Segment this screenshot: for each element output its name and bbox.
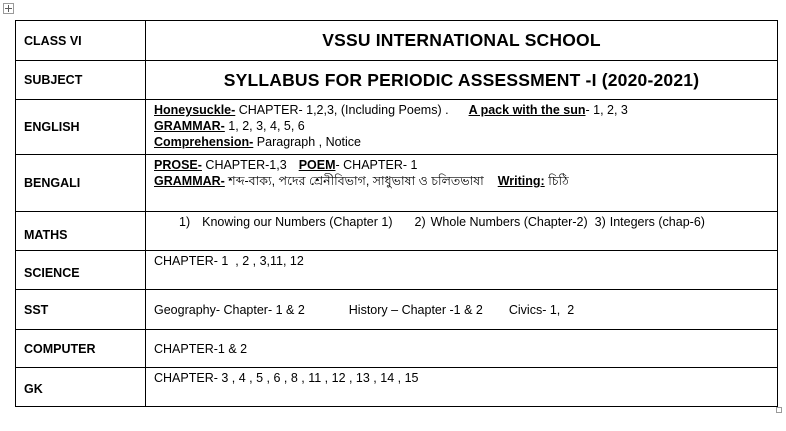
writing-label: Writing:	[497, 174, 545, 188]
table-row	[16, 61, 778, 100]
comprehension-label: Comprehension-	[154, 135, 254, 149]
subject-label: MATHS	[24, 228, 68, 242]
bengali-line-1	[154, 157, 777, 173]
bengali-grammar-text: শব্দ-বাক্য, পদের শ্রেনীবিভাগ, সাধুভাষা ও চলিতভাষা	[224, 174, 484, 188]
sst-syllabus	[146, 290, 778, 330]
school-name: VSSU INTERNATIONAL SCHOOL	[322, 30, 601, 50]
table-row	[16, 155, 778, 212]
prose-text: CHAPTER-1,3	[201, 158, 287, 172]
sst-civics: Civics- 1, 2	[508, 302, 575, 317]
subject-science	[16, 251, 146, 290]
subject-gk	[16, 368, 146, 407]
maths-item-1-number: 1)	[179, 215, 191, 229]
table-row	[16, 368, 778, 407]
honeysuckle-label: Honeysuckle-	[154, 103, 236, 117]
gk-text: CHAPTER- 3 , 4 , 5 , 6 , 8 , 11 , 12 , 13 , 14 , 15	[154, 371, 419, 385]
syllabus-title-cell	[146, 61, 778, 100]
sst-geography: Geography- Chapter- 1 & 2	[154, 302, 305, 317]
table-row	[16, 100, 778, 155]
maths-item-2: Whole Numbers (Chapter-2)	[430, 215, 588, 229]
english-line-2	[154, 118, 777, 134]
maths-item-2-number: 2)	[414, 215, 426, 229]
pack-text: - 1, 2, 3	[585, 103, 628, 117]
english-grammar-text: 1, 2, 3, 4, 5, 6	[224, 119, 305, 133]
table-move-handle-icon[interactable]	[3, 3, 14, 14]
table-row	[16, 251, 778, 290]
bengali-syllabus	[146, 155, 778, 212]
prose-label: PROSE-	[154, 158, 202, 172]
maths-item-3: Integers (chap-6)	[609, 215, 705, 229]
pack-label: A pack with the sun	[468, 103, 586, 117]
science-text: CHAPTER- 1 , 2 , 3,11, 12	[154, 254, 304, 268]
writing-text: চিঠি	[544, 174, 569, 188]
subject-sst	[16, 290, 146, 330]
maths-syllabus	[146, 212, 778, 251]
poem-label: POEM	[298, 158, 336, 172]
syllabus-table	[15, 20, 778, 407]
subject-label: GK	[24, 382, 43, 396]
subject-header-cell	[16, 61, 146, 100]
english-grammar-label: GRAMMAR-	[154, 119, 225, 133]
class-cell	[16, 21, 146, 61]
subject-label: ENGLISH	[24, 120, 80, 134]
table-resize-handle-icon[interactable]	[776, 407, 782, 413]
honeysuckle-text: CHAPTER- 1,2,3, (Including Poems) .	[235, 103, 449, 117]
table-row	[16, 330, 778, 368]
subject-label: SCIENCE	[24, 266, 80, 280]
subject-label: COMPUTER	[24, 341, 96, 356]
table-row	[16, 21, 778, 61]
bengali-grammar-label: GRAMMAR-	[154, 174, 225, 188]
comprehension-text: Paragraph , Notice	[253, 135, 362, 149]
subject-english	[16, 100, 146, 155]
computer-syllabus	[146, 330, 778, 368]
sst-history: History – Chapter -1 & 2	[348, 302, 483, 317]
science-syllabus	[146, 251, 778, 290]
table-row	[16, 212, 778, 251]
subject-computer	[16, 330, 146, 368]
maths-item-1: Knowing our Numbers (Chapter 1)	[202, 215, 393, 229]
subject-maths	[16, 212, 146, 251]
school-name-cell	[146, 21, 778, 61]
maths-item-3-number: 3)	[594, 215, 606, 229]
computer-text: CHAPTER-1 & 2	[154, 341, 248, 356]
subject-bengali	[16, 155, 146, 212]
subject-label: SST	[24, 302, 49, 317]
table-row	[16, 290, 778, 330]
subject-column-label: SUBJECT	[24, 73, 83, 87]
syllabus-title: SYLLABUS FOR PERIODIC ASSESSMENT -I (2020-2021)	[223, 69, 700, 90]
poem-text: - CHAPTER- 1	[335, 158, 418, 172]
english-line-3	[154, 134, 777, 150]
english-line-1	[154, 102, 777, 118]
subject-label: BENGALI	[24, 176, 81, 190]
gk-syllabus	[146, 368, 778, 407]
class-label: CLASS VI	[24, 33, 82, 48]
english-syllabus	[146, 100, 778, 155]
bengali-line-2	[154, 173, 777, 189]
